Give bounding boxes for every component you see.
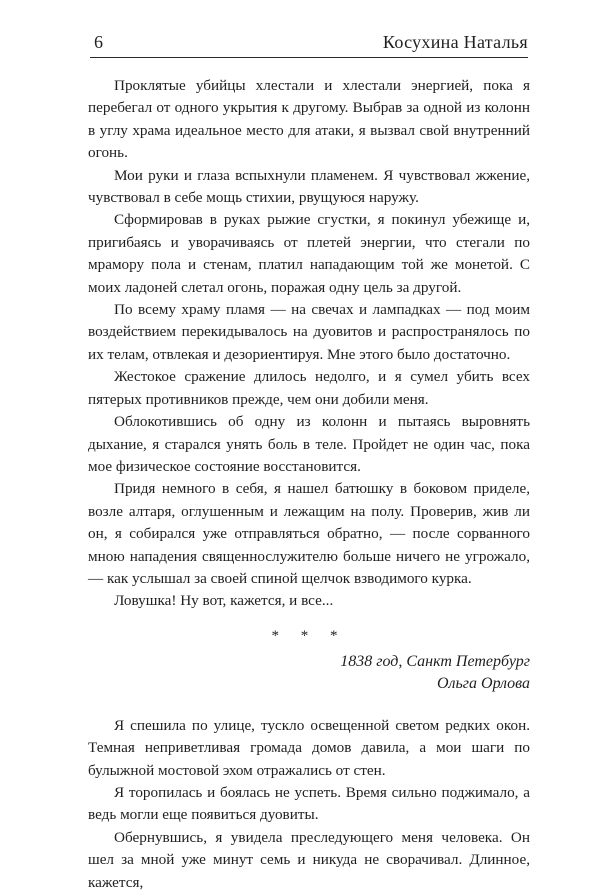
page-number: 6 (94, 32, 103, 52)
page-header (90, 30, 528, 60)
paragraph: Сформировав в руках рыжие сгустки, я покинул убежище и, пригибаясь и уворачиваясь от плетей энергии, что стегали по мрамору пола и стенам, платил нападающим той же монетой. С моих ладоней слетал огонь, поражая одну цель за другой. (88, 211, 530, 296)
paragraph: Проклятые убийцы хлестали и хлестали энергией, пока я перебегал от одного укрытия к другому. Выбрав за одной из колонн в углу храма идеальное место для атаки, я вызвал свой внутренний огонь. (88, 77, 530, 162)
paragraph: Облокотившись об одну из колонн и пытаясь выровнять дыхание, я старался унять боль в теле. Пройдет не один час, пока мое физическое состояние восстановится. (88, 413, 530, 475)
paragraph: Я спешила по улице, тускло освещенной светом редких окон. Темная неприветливая громада домов давила, а мои шаги по булыжной мостовой эхом отражались от стен. (88, 716, 530, 779)
main-text (88, 75, 530, 894)
paragraph: Жестокое сражение длилось недолго, и я сумел убить всех пятерых противников прежде, чем они добили меня. (88, 368, 530, 408)
paragraph: Мои руки и глаза вспыхнули пламенем. Я чувствовал жжение, чувствовал в себе мощь стихии, рвущуюся наружу. (88, 166, 530, 207)
header-rule (90, 57, 528, 58)
section-gap (88, 695, 530, 715)
dateline-character: Ольга Орлова (436, 674, 530, 692)
paragraph: Я торопилась и боялась не успеть. Время сильно поджимало, а ведь могли еще появиться дуовиты. (88, 783, 530, 824)
dateline-place-date: 1838 год, Санкт Петербург (340, 652, 530, 670)
running-head-author: Косухина Наталья (382, 32, 528, 52)
paragraph: Придя немного в себя, я нашел батюшку в боковом приделе, возле алтаря, оглушенным и лежащим на полу. Проверив, жив ли он, я собирался уже отправляться обратно, — после сорванного мною нападения священнослужителю больше ничего не угрожало, — как услышал за своей спиной щелчок взводимого курка. (88, 480, 530, 587)
section-separator: * * * (271, 627, 347, 644)
paragraph: Обернувшись, я увидела преследующего меня человека. Он шел за мной уже минут семь и никуда не сворачивал. Длинное, кажется, (88, 828, 530, 891)
paragraph: Ловушка! Ну вот, кажется, и все... (114, 592, 334, 610)
paragraph: По всему храму пламя — на свечах и лампадках — под моим воздействием перекидывалось на дуовитов и распространялось по их телам, отвлекая и дезориентируя. Мне этого было достаточно. (88, 301, 530, 363)
